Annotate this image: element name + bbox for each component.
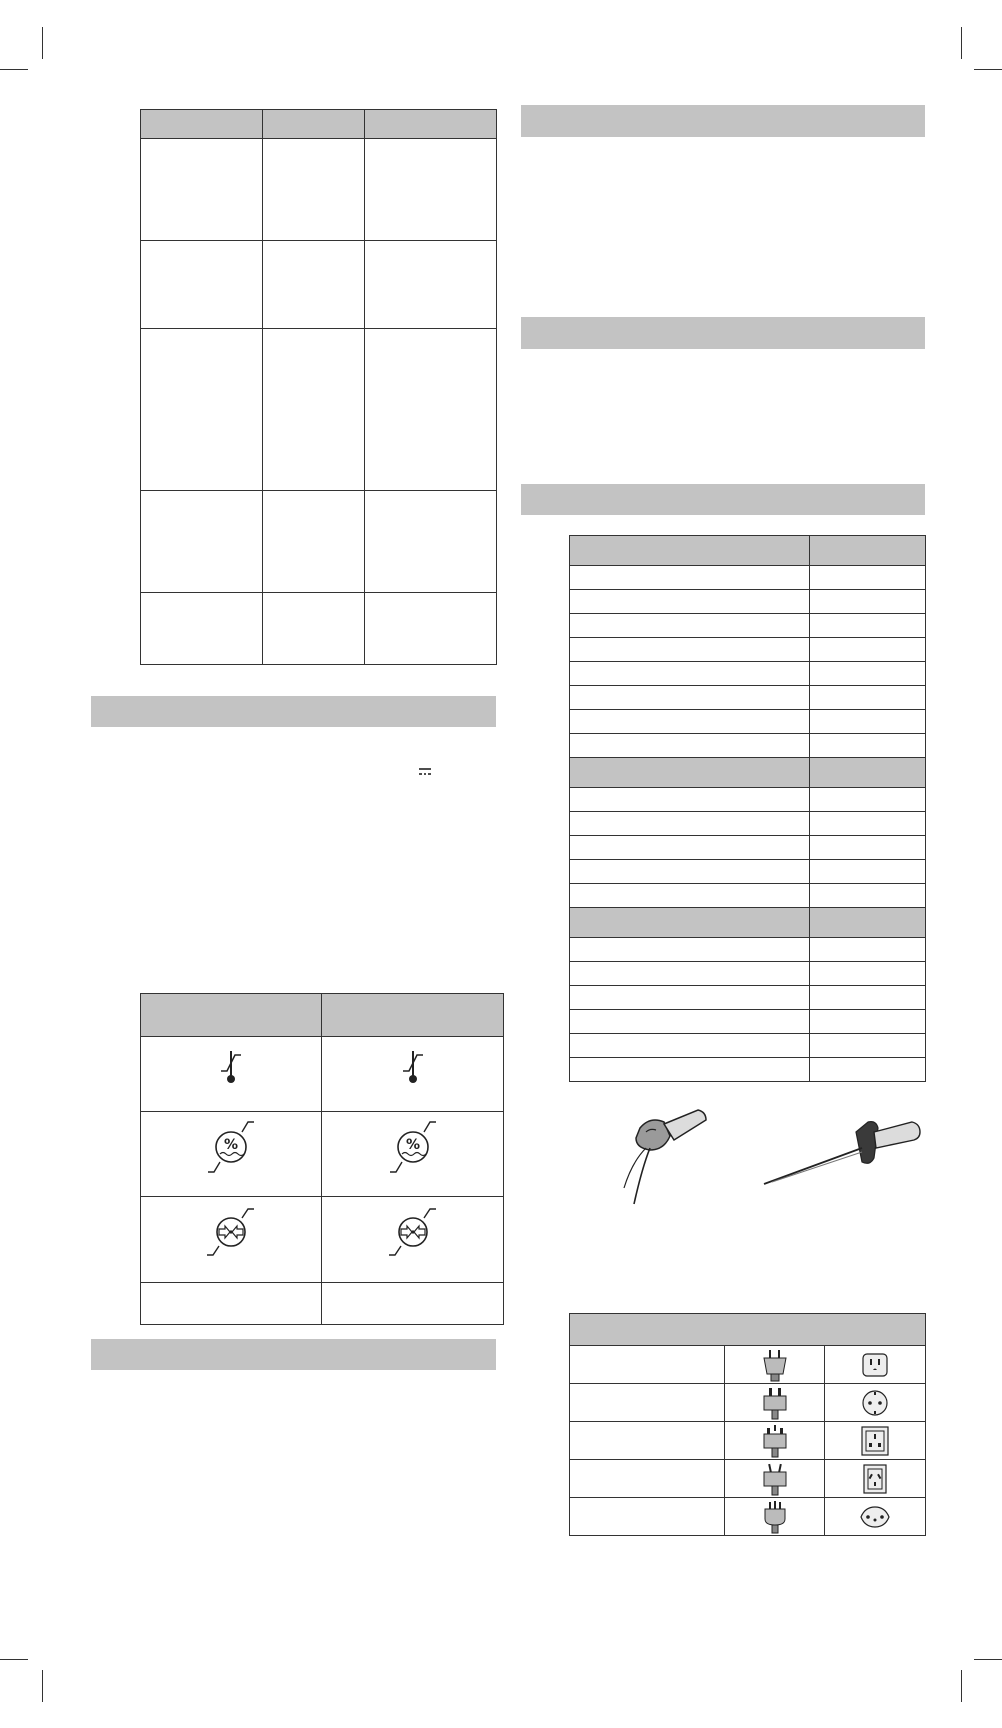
brazil-plug-icon bbox=[761, 1500, 789, 1534]
table-row bbox=[570, 590, 926, 614]
thermocouple-probe-icon bbox=[610, 1108, 710, 1208]
table-row bbox=[570, 686, 926, 710]
section-header-bar bbox=[91, 696, 496, 727]
table-row bbox=[141, 139, 497, 241]
humidity-limits-icon bbox=[208, 1120, 254, 1174]
table-row bbox=[570, 662, 926, 686]
brazil-socket-icon bbox=[855, 1505, 895, 1529]
table-row bbox=[570, 788, 926, 812]
table-row bbox=[570, 962, 926, 986]
pressure-limits-icon bbox=[389, 1207, 437, 1257]
table-header-row bbox=[570, 536, 926, 566]
section-header-bar bbox=[521, 105, 925, 137]
table-row bbox=[141, 1283, 504, 1325]
table-header-row bbox=[141, 110, 497, 139]
table-row bbox=[141, 1112, 504, 1197]
uk-socket-icon bbox=[860, 1425, 890, 1457]
needle-probe-icon bbox=[762, 1118, 922, 1186]
us-socket-icon bbox=[861, 1352, 889, 1378]
section-header-bar bbox=[91, 1339, 496, 1370]
table-header-row bbox=[570, 1314, 926, 1346]
table-row bbox=[570, 638, 926, 662]
table-row bbox=[570, 860, 926, 884]
crop-mark-bottom-right-v bbox=[961, 1670, 962, 1702]
table-row bbox=[141, 329, 497, 491]
table-row bbox=[570, 812, 926, 836]
crop-mark-top-left-v bbox=[42, 27, 43, 59]
table-row bbox=[570, 938, 926, 962]
table-row bbox=[141, 593, 497, 665]
section-header-bar bbox=[521, 484, 925, 515]
us-plug-icon bbox=[761, 1348, 789, 1382]
spec-table-right bbox=[569, 535, 926, 1082]
pressure-limits-icon bbox=[207, 1207, 255, 1257]
table-row bbox=[570, 986, 926, 1010]
direct-current-icon bbox=[418, 766, 432, 779]
thermometer-limits-icon bbox=[215, 1047, 247, 1085]
australian-plug-icon bbox=[761, 1462, 789, 1496]
table-row bbox=[570, 566, 926, 590]
svg-text:%: % bbox=[223, 1137, 239, 1153]
spec-table-left bbox=[140, 109, 497, 665]
euro-plug-icon bbox=[761, 1386, 789, 1420]
table-row bbox=[141, 491, 497, 593]
environment-symbol-table bbox=[140, 993, 504, 1325]
svg-text:%: % bbox=[405, 1137, 420, 1153]
table-row bbox=[570, 1422, 926, 1460]
table-row bbox=[570, 1010, 926, 1034]
table-row bbox=[141, 1197, 504, 1283]
euro-socket-icon bbox=[860, 1389, 890, 1417]
humidity-limits-icon bbox=[390, 1120, 436, 1174]
thermometer-limits-icon bbox=[397, 1047, 429, 1085]
crop-mark-top-left-h bbox=[0, 69, 28, 70]
crop-mark-top-right-h bbox=[974, 69, 1002, 70]
table-row bbox=[141, 241, 497, 329]
table-subheader-row bbox=[570, 758, 926, 788]
australian-socket-icon bbox=[861, 1463, 889, 1495]
table-row bbox=[570, 1498, 926, 1536]
crop-mark-bottom-left-v bbox=[42, 1670, 43, 1702]
plug-type-table bbox=[569, 1313, 926, 1536]
table-row bbox=[570, 614, 926, 638]
crop-mark-top-right-v bbox=[961, 27, 962, 59]
section-header-bar bbox=[521, 317, 925, 349]
table-row bbox=[570, 1460, 926, 1498]
crop-mark-bottom-right-h bbox=[974, 1659, 1002, 1660]
table-row bbox=[141, 1037, 504, 1112]
table-subheader-row bbox=[570, 908, 926, 938]
table-row bbox=[570, 734, 926, 758]
table-row bbox=[570, 1034, 926, 1058]
table-row bbox=[570, 1058, 926, 1082]
uk-plug-icon bbox=[761, 1424, 789, 1458]
table-row bbox=[570, 1346, 926, 1384]
table-row bbox=[570, 836, 926, 860]
table-row bbox=[570, 710, 926, 734]
table-row bbox=[570, 1384, 926, 1422]
crop-mark-bottom-left-h bbox=[0, 1659, 28, 1660]
table-row bbox=[570, 884, 926, 908]
table-header-row bbox=[141, 994, 504, 1037]
